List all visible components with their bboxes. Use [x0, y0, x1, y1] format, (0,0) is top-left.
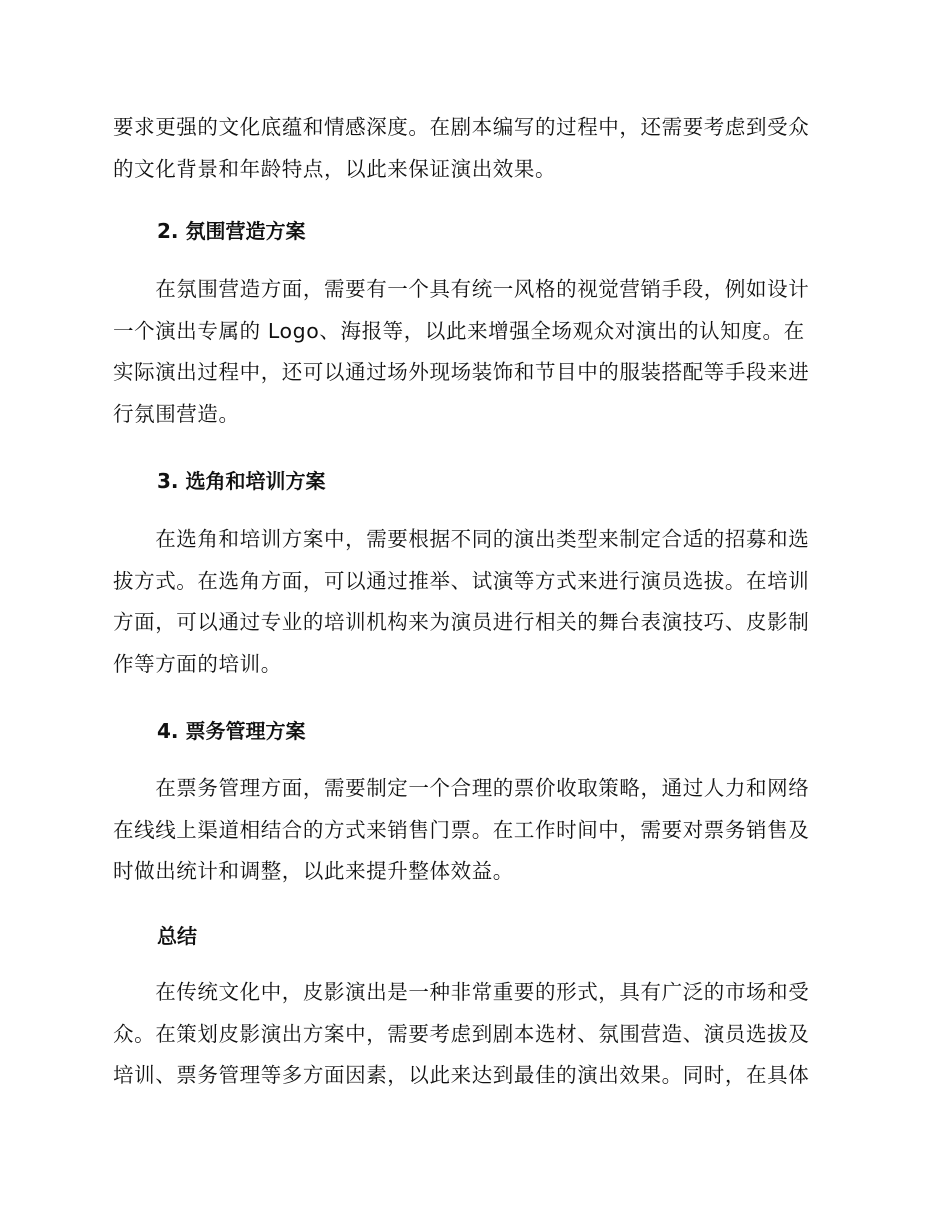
paragraph-line: 众。在策划皮影演出方案中，需要考虑到剧本选材、氛围营造、演员选拔及	[113, 1021, 810, 1046]
paragraph-line: 在氛围营造方面，需要有一个具有统一风格的视觉营销手段，例如设计	[113, 277, 810, 301]
heading-ticketing-plan: 4. 票务管理方案	[157, 719, 306, 743]
paragraph-line: 在选角和培训方案中，需要根据不同的演出类型来制定合适的招募和选	[113, 527, 810, 551]
paragraph-line: 拔方式。在选角方面，可以通过推举、试演等方式来进行演员选拔。在培训	[113, 568, 810, 593]
paragraph-line: 的文化背景和年龄特点，以此来保证演出效果。	[113, 156, 557, 181]
paragraph-line: 方面，可以通过专业的培训机构来为演员进行相关的舞台表演技巧、皮影制	[113, 610, 810, 634]
paragraph-line: 作等方面的培训。	[113, 651, 282, 676]
paragraph-line: 时做出统计和调整，以此来提升整体效益。	[113, 859, 514, 883]
paragraph-line: 在传统文化中，皮影演出是一种非常重要的形式，具有广泛的市场和受	[113, 980, 810, 1004]
paragraph-line: 实际演出过程中，还可以通过场外现场装饰和节目中的服装搭配等手段来进	[113, 360, 810, 384]
paragraph-casting-training	[113, 519, 835, 685]
paragraph-summary	[113, 972, 835, 1097]
paragraph-line: 在线线上渠道相结合的方式来销售门票。在工作时间中，需要对票务销售及	[113, 817, 810, 842]
paragraph-ticketing	[113, 768, 835, 893]
paragraph-line: 要求更强的文化底蕴和情感深度。在剧本编写的过程中，还需要考虑到受众	[113, 115, 810, 139]
heading-casting-training-plan: 3. 选角和培训方案	[157, 469, 326, 493]
heading-summary: 总结	[157, 924, 197, 948]
paragraph-script-continuation	[113, 107, 835, 190]
paragraph-line: 行氛围营造。	[113, 401, 240, 426]
paragraph-line: 一个演出专属的 Logo、海报等，以此来增强全场观众对演出的认知度。在	[113, 318, 805, 343]
heading-atmosphere-plan: 2. 氛围营造方案	[157, 219, 306, 243]
paragraph-line: 在票务管理方面，需要制定一个合理的票价收取策略，通过人力和网络	[113, 776, 810, 800]
paragraph-line: 培训、票务管理等多方面因素，以此来达到最佳的演出效果。同时，在具体	[113, 1063, 810, 1087]
paragraph-atmosphere	[113, 269, 835, 435]
